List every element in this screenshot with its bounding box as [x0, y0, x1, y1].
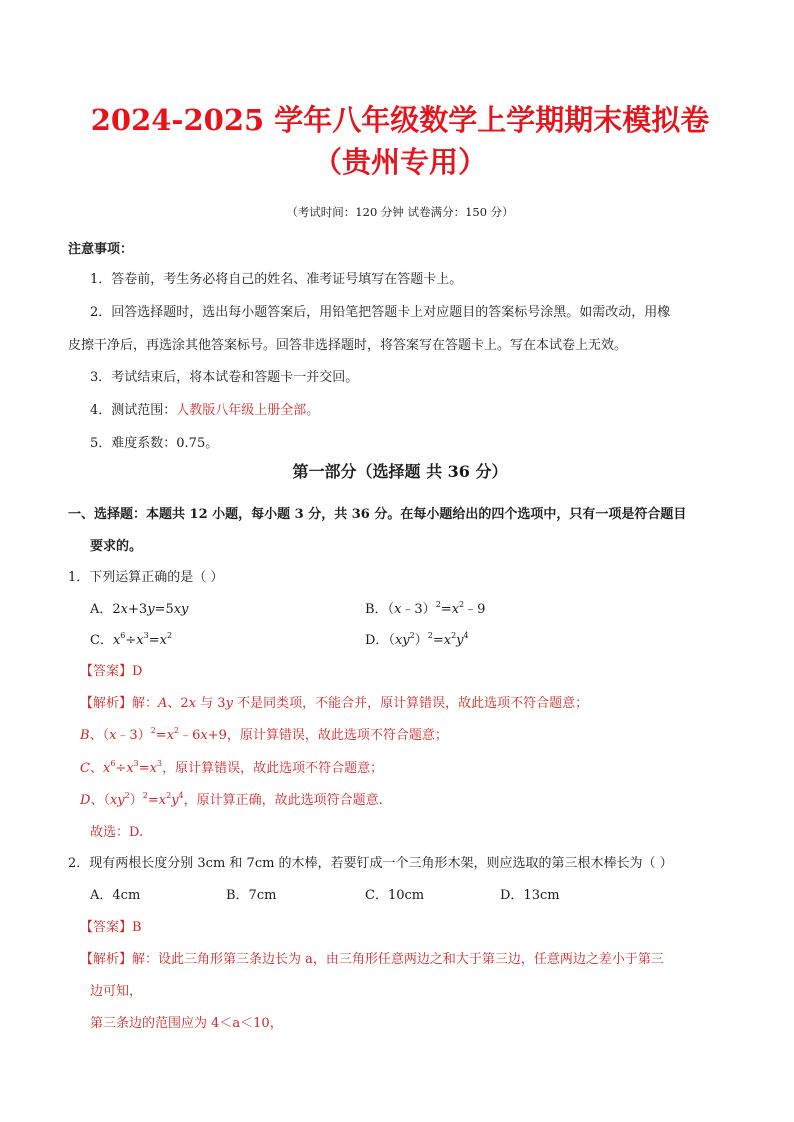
q1-analysis-d: D、$(xy^2)^2=x^2y^4$，原计算正确，故此选项符合题意. [80, 791, 383, 808]
q1-stem: 1．下列运算正确的是（ ） [68, 570, 224, 585]
exam-info: （考试时间：120 分钟 试卷满分：150 分） [286, 205, 514, 219]
q1-option-a: A．2x+3y=5xy [90, 602, 189, 617]
q1-analysis-b: B、$(x﹣3)^2=x^2﹣6x+9$，原计算错误，故此选项不符合题意； [80, 726, 448, 743]
q1-option-c: C．$x^6\div x^3=x^2$ [90, 631, 173, 648]
note-item-5: 5．难度系数：0.75。 [90, 436, 219, 451]
notes-heading: 注意事项： [68, 242, 134, 257]
q2-answer: 【答案】B [80, 920, 142, 935]
note-item-3: 3．考试结束后，将本试卷和答题卡一并交回。 [90, 370, 359, 385]
exam-title-line1: 2024-2025 学年八年级数学上学期期末模拟卷 [90, 103, 710, 137]
note-item-4-prefix: 4．测试范围： [90, 403, 177, 418]
note-item-1: 1．答卷前，考生务必将自己的姓名、准考证号填写在答题卡上。 [90, 272, 463, 287]
q2-analysis-line1 [80, 948, 664, 967]
q2-option-c: C．10cm [365, 888, 425, 903]
q2-option-d: D．13cm [500, 888, 560, 903]
q2-option-a: A．4cm [90, 888, 141, 903]
q2-analysis-line2: 边可知， [90, 984, 143, 999]
q1-conclusion: 故选：D. [90, 825, 144, 840]
q1-analysis-label: 【解析】 [80, 696, 133, 711]
part1-heading: 第一部分（选择题 共 36 分） [292, 462, 508, 481]
q2-analysis-text: 解：设此三角形第三条边长为 a，由三角形任意两边之和大于第三边，任意两边之差小于第三 [132, 952, 664, 967]
q1-analysis-c: C、$x^6\div x^3=x^3$，原计算错误，故此选项不符合题意； [80, 759, 384, 776]
q2-stem: 2．现有两根长度分别 3cm 和 7cm 的木棒，若要钉成一个三角形木架，则应选取的第三根木棒长为（ ） [68, 856, 673, 871]
q2-analysis-line3: 第三条边的范围应为 4＜a＜10， [90, 1016, 283, 1031]
section1-instructions: 一、选择题：本题共 12 小题，每小题 3 分，共 36 分。在每小题给出的四个选项中，只有一项是符合题目 [68, 507, 687, 522]
q1-answer: 【答案】D [80, 664, 143, 679]
note-item-2: 2．回答选择题时，选出每小题答案后，用铅笔把答题卡上对应题目的答案标号涂黑。如需改动，用橡 [90, 305, 671, 320]
q2-analysis-label: 【解析】 [80, 952, 133, 967]
section1-instructions-cont: 要求的。 [90, 539, 143, 554]
q1-option-d: D．$(xy^2)^2=x^2y^4$ [365, 631, 469, 648]
q1-option-b: B．$(x﹣3)^2=x^2﹣9$ [365, 600, 486, 617]
test-scope: 人教版八年级上册全部。 [176, 403, 320, 418]
q2-option-b: B．7cm [226, 888, 277, 903]
note-item-2-cont: 皮擦干净后，再选涂其他答案标号。回答非选择题时，将答案写在答题卡上。写在本试卷上无效。 [68, 338, 628, 353]
exam-title-line2: （贵州专用） [312, 145, 487, 179]
note-item-4 [90, 399, 319, 418]
q1-analysis-a: 【解析】解：A、2x 与 3y 不是同类项，不能合并，原计算错误，故此选项不符合题意； [80, 696, 589, 711]
